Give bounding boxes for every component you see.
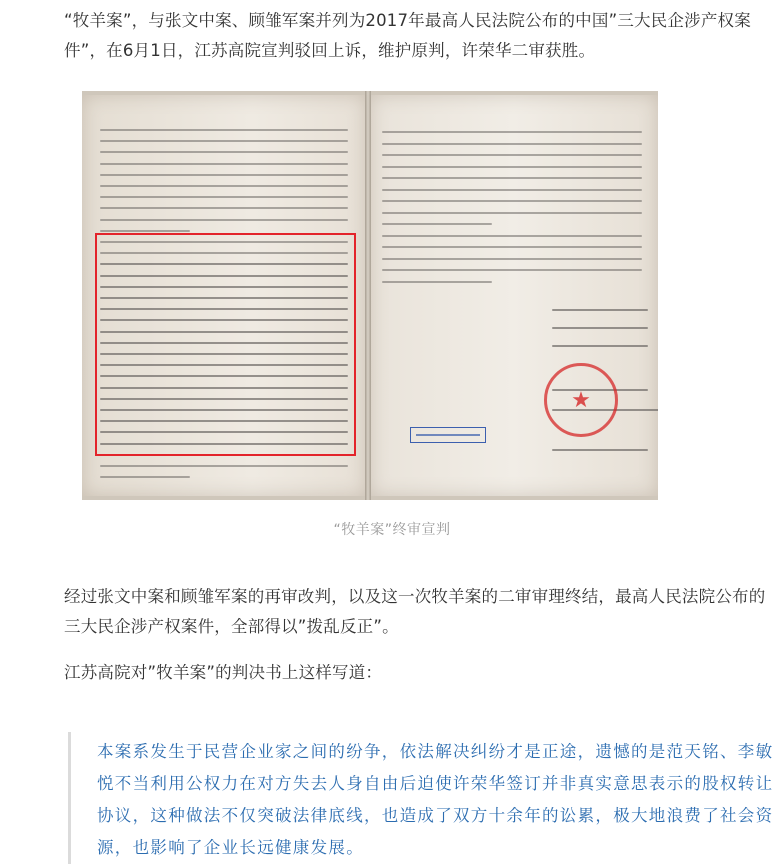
document-text-line	[382, 189, 642, 191]
highlight-box	[95, 233, 356, 456]
document-text-line	[100, 230, 190, 232]
intro-paragraph: “牧羊案”，与张文中案、顾雏军案并列为2017年最高人民法院公布的中国”三大民企涉产权案件”，在6月1日，江苏高院宣判驳回上诉，维护原判，许荣华二审获胜。	[64, 11, 751, 60]
document-text-line	[382, 269, 642, 271]
document-text-line	[382, 131, 642, 133]
judgment-document-photo	[82, 91, 658, 500]
quote-text: 本案系发生于民营企业家之间的纷争，依法解决纠纷才是正途，遗憾的是范天铭、李敏悦不当利用公权力在对方失去人身自由后迫使许荣华签订并非真实意思表示的股权转让协议，这种做法不仅突破法律底线，也造成了双方十余年的讼累，极大地浪费了社会资源，也影响了企业长远健康发展。	[97, 742, 774, 857]
document-text-line	[100, 163, 348, 165]
document-text-line	[382, 246, 642, 248]
document-text-line	[382, 143, 642, 145]
document-text-line	[100, 174, 348, 176]
summary-paragraph: 经过张文中案和顾雏军案的再审改判，以及这一次牧羊案的二审审理终结，最高人民法院公布的三大民企涉产权案件，全部得以”拨乱反正”。	[64, 587, 766, 636]
document-text-line	[382, 281, 492, 283]
judgment-quote	[68, 732, 780, 864]
document-text-line	[100, 465, 348, 467]
document-text-line	[100, 185, 348, 187]
document-text-line	[552, 345, 648, 347]
document-text-line	[552, 327, 648, 329]
document-text-line	[382, 223, 492, 225]
document-text-line	[382, 154, 642, 156]
copy-stamp-icon	[410, 427, 486, 443]
document-text-line	[552, 449, 648, 451]
document-text-line	[382, 166, 642, 168]
document-text-line	[382, 212, 642, 214]
document-text-line	[382, 235, 642, 237]
document-text-line	[552, 309, 648, 311]
document-text-line	[100, 129, 348, 131]
document-text-line	[382, 200, 642, 202]
book-gutter	[365, 91, 371, 500]
lead-in-paragraph: 江苏高院对”牧羊案”的判决书上这样写道：	[64, 663, 383, 682]
document-text-line	[100, 140, 348, 142]
document-text-line	[382, 177, 642, 179]
document-text-line	[100, 476, 190, 478]
image-caption: “牧羊案”终审宣判	[333, 522, 451, 538]
document-text-line	[100, 219, 348, 221]
document-text-line	[100, 196, 348, 198]
court-seal-icon: ★	[544, 363, 618, 437]
document-text-line	[382, 258, 642, 260]
